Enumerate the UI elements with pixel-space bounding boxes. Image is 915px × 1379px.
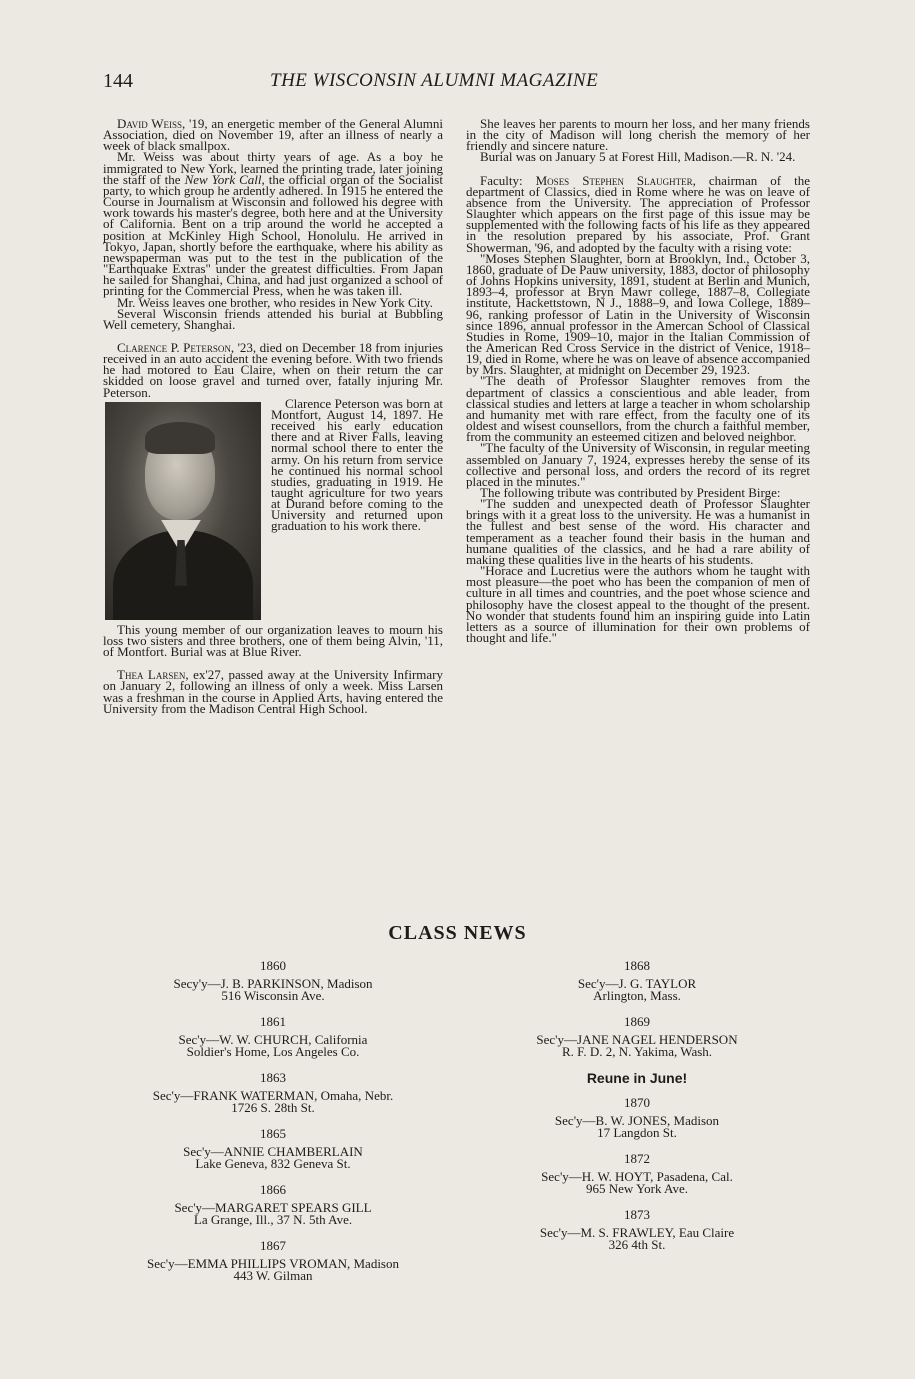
magazine-title: THE WISCONSIN ALUMNI MAGAZINE (270, 70, 599, 91)
secretary-name: Sec'y—W. W. CHURCH, California (178, 1032, 368, 1047)
class-entry (98, 1128, 448, 1170)
class-entry (98, 1016, 448, 1058)
secretary-address: Arlington, Mass. (593, 988, 681, 1003)
secretary-address: 326 4th St. (608, 1237, 666, 1252)
peterson-obituary-p3: This young member of our organization leaves to mourn his loss two sisters and three brothers, one of them being Alvin, '11, of Montfort. Burial was at Blue River. (103, 621, 443, 660)
secretary-address: 516 Wisconsin Ave. (221, 988, 325, 1003)
class-entry (98, 1184, 448, 1226)
class-news-title: CLASS NEWS (388, 922, 527, 944)
class-year: 1873 (624, 1207, 650, 1222)
weiss-obituary-p1: David Weiss, '19, an energetic member of the General Alumni Association, died on November 19, after an illness of nearly a week of black smallpox. (103, 116, 444, 154)
reune-notice: Reune in June! (586, 1070, 688, 1086)
secretary-name: Sec'y—EMMA PHILLIPS VROMAN, Madison (146, 1256, 399, 1271)
class-year: 1870 (624, 1095, 650, 1110)
secretary-name: Sec'y—ANNIE CHAMBERLAIN (183, 1144, 363, 1159)
class-news-right (462, 960, 812, 1265)
class-year: 1872 (624, 1151, 650, 1166)
class-entry (462, 1209, 812, 1251)
weiss-obituary-p4: Several Wisconsin friends attended his burial at Bubbling Well cemetery, Shanghai. (103, 305, 443, 332)
larsen-obituary-p3: Burial was on January 5 at Forest Hill, Madison.—R. N. '24. (480, 149, 796, 165)
peterson-name: Clarence P. Peterson (117, 339, 231, 355)
class-year: 1867 (260, 1238, 286, 1253)
peterson-obituary-p1: Clarence P. Peterson, '23, died on December 18 from injuries received in an auto accident the evening before. With two friends he had motored to Eau Claire, when on their return the car skidded on loose gravel and turned over, fatally injuring Mr. Peterson. (103, 339, 444, 400)
class-entry (98, 960, 448, 1002)
class-entry (462, 1097, 812, 1139)
class-year: 1869 (624, 1014, 650, 1029)
class-year: 1865 (260, 1126, 286, 1141)
class-entry (462, 1153, 812, 1195)
secretary-address: La Grange, Ill., 37 N. 5th Ave. (193, 1212, 353, 1227)
class-year: 1863 (260, 1070, 286, 1085)
secretary-name: Sec'y—MARGARET SPEARS GILL (174, 1200, 372, 1215)
left-column (103, 118, 443, 714)
class-year: 1868 (624, 958, 650, 973)
secretary-address: 1726 S. 28th St. (231, 1100, 315, 1115)
secretary-name: Sec'y—JANE NAGEL HENDERSON (536, 1032, 738, 1047)
secretary-address: Soldier's Home, Los Angeles Co. (186, 1044, 360, 1059)
larsen-obituary-p1: Thea Larsen, ex'27, passed away at the University Infirmary on January 2, following an illness of only a week. Miss Larsen was a freshman in the course in Applied Arts, having entered the University from the Madison Central High School. (103, 667, 444, 716)
secretary-name: Sec'y—H. W. HOYT, Pasadena, Cal. (541, 1169, 733, 1184)
class-entry (98, 1072, 448, 1114)
page-header (103, 70, 813, 98)
class-year: 1866 (260, 1182, 286, 1197)
newspaper-title: New York Call (184, 171, 262, 187)
secretary-address: Lake Geneva, 832 Geneva St. (195, 1156, 351, 1171)
weiss-name: David Weiss (117, 116, 183, 131)
class-entry (98, 1240, 448, 1282)
slaughter-resolution-p2: "The death of Professor Slaughter removes from the department of classics a conscientious and able leader, from classical studies and letters at large a teacher in whom scholarship and humanity met with rare effect, from the faculty one of its oldest and wisest counsellors, from the church a faithful member, from the community an esteemed citizen and beloved neighbor. (466, 373, 810, 445)
slaughter-obituary-p1: Faculty: Moses Stephen Slaughter, chairman of the department of Classics, died in Rome where he was on leave of absence from the University. The appreciation of Professor Slaughter which appears on the first page of this issue may be supplemented with the following facts of his life as they appeared in the resolution prepared by his associate, Prof. Grant Showerman, '96, and adopted by the faculty with a rising vote: (466, 172, 810, 255)
secretary-name: Sec'y—FRANK WATERMAN, Omaha, Nebr. (152, 1088, 394, 1103)
secretary-name: Secy'y—J. B. PARKINSON, Madison (173, 976, 373, 991)
birge-tribute-intro: The following tribute was contributed by President Birge: (480, 485, 781, 500)
class-year: 1860 (260, 958, 286, 973)
secretary-address: 965 New York Ave. (586, 1181, 688, 1196)
secretary-address: R. F. D. 2, N. Yakima, Wash. (561, 1044, 713, 1059)
secretary-name: Sec'y—M. S. FRAWLEY, Eau Claire (539, 1225, 735, 1240)
larsen-obituary-p2: She leaves her parents to mourn her loss, and her many friends in the city of Madison will long cherish the memory of her friendly and sincere nature. (466, 116, 810, 154)
right-column (466, 116, 811, 646)
peterson-portrait-photo (105, 402, 261, 620)
class-entry (462, 1016, 812, 1058)
class-entry (462, 960, 812, 1002)
weiss-obituary-p2: Mr. Weiss was about thirty years of age. As a boy he immigrated to New York, learned the printing trade, later joining the staff of the New York Call, the official organ of the Socialist party, to which group he ardently adhered. In 1915 he entered the Course in Journalism at Wisconsin and followed his degree with work towards his master's degree, both here and at the University of California. Bent on a trip around the world he accepted a position at McKinley High School, Honolulu. He arrived in Tokyo, Japan, shortly before the earthquake, where his ability as newspaperman was put to the test in the publication of the "Earthquake Extras" under the greatest difficulties. From Japan he sailed for Shanghai, China, and had just organized a school of printing for the Commercial Press, when he was taken ill. (103, 149, 443, 299)
birge-tribute-p2: "Horace and Lucretius were the authors whom he taught with most pleasure—the poet who has been the companion of men of culture in all times and countries, and the poet whose science and philosophy have the closest appeal to the thought of the present. No wonder that students found him an inspiring guide into Latin letters as a source of illumination for their own problems of thought and life." (466, 563, 810, 646)
slaughter-resolution-p3: "The faculty of the University of Wisconsin, in regular meeting assembled on January 7, 1924, expresses hereby the sense of its collective and personal loss, and orders the record of its regret placed in the minutes." (466, 440, 810, 489)
page-number: 144 (103, 70, 133, 92)
slaughter-name: Moses Stephen Slaughter (535, 172, 693, 188)
secretary-name: Sec'y—J. G. TAYLOR (577, 976, 697, 991)
secretary-address: 443 W. Gilman (233, 1268, 313, 1283)
larsen-name: Thea Larsen (117, 667, 186, 683)
secretary-address: 17 Langdon St. (597, 1125, 677, 1140)
peterson-obituary-p2: Clarence Peterson was born at Montfort, August 14, 1897. He received his early education there and at River Falls, leaving normal school there to enter the army. On his return from service he continued his normal school studies, graduating in 1919. He taught agriculture for two years at Durand before coming to the University and returned upon graduation to his work there. (271, 395, 443, 534)
weiss-obituary-p3: Mr. Weiss leaves one brother, who resides in New York City. (117, 294, 433, 310)
slaughter-resolution-p1: "Moses Stephen Slaughter, born at Brooklyn, Ind., October 3, 1860, graduate of De Pauw university, 1883, doctor of philosophy of Johns Hopkins university, 1891, student at Berlin and Munich, 1893–4, professor at Bryn Mawr college, 1887–8, Collegiate institute, Hackettstown, N J., 1888–9, and Iowa College, 1889–96, ranking professor of Latin in the University of Wisconsin since 1896, annual professor in the Amercan School of Classical Studies in Rome, 1909–10, major in the Italian Commission of the American Red Cross Service in the district of Venice, 1918–19, died in Rome, where he was on leave of absence accompanied by Mrs. Slaughter, at midnight on December 29, 1923. (466, 250, 811, 378)
secretary-name: Sec'y—B. W. JONES, Madison (554, 1113, 720, 1128)
class-news-left (98, 960, 448, 1296)
birge-tribute-p1: "The sudden and unexpected death of Professor Slaughter brings with it a great loss to the university. He was a humanist in the fullest and best sense of the word. His character and temperament as a teacher found their basis in the human and humane qualities of the classics, and he had a rare ability of making these qualities live in the hearts of his students. (466, 496, 810, 567)
class-year: 1861 (260, 1014, 286, 1029)
